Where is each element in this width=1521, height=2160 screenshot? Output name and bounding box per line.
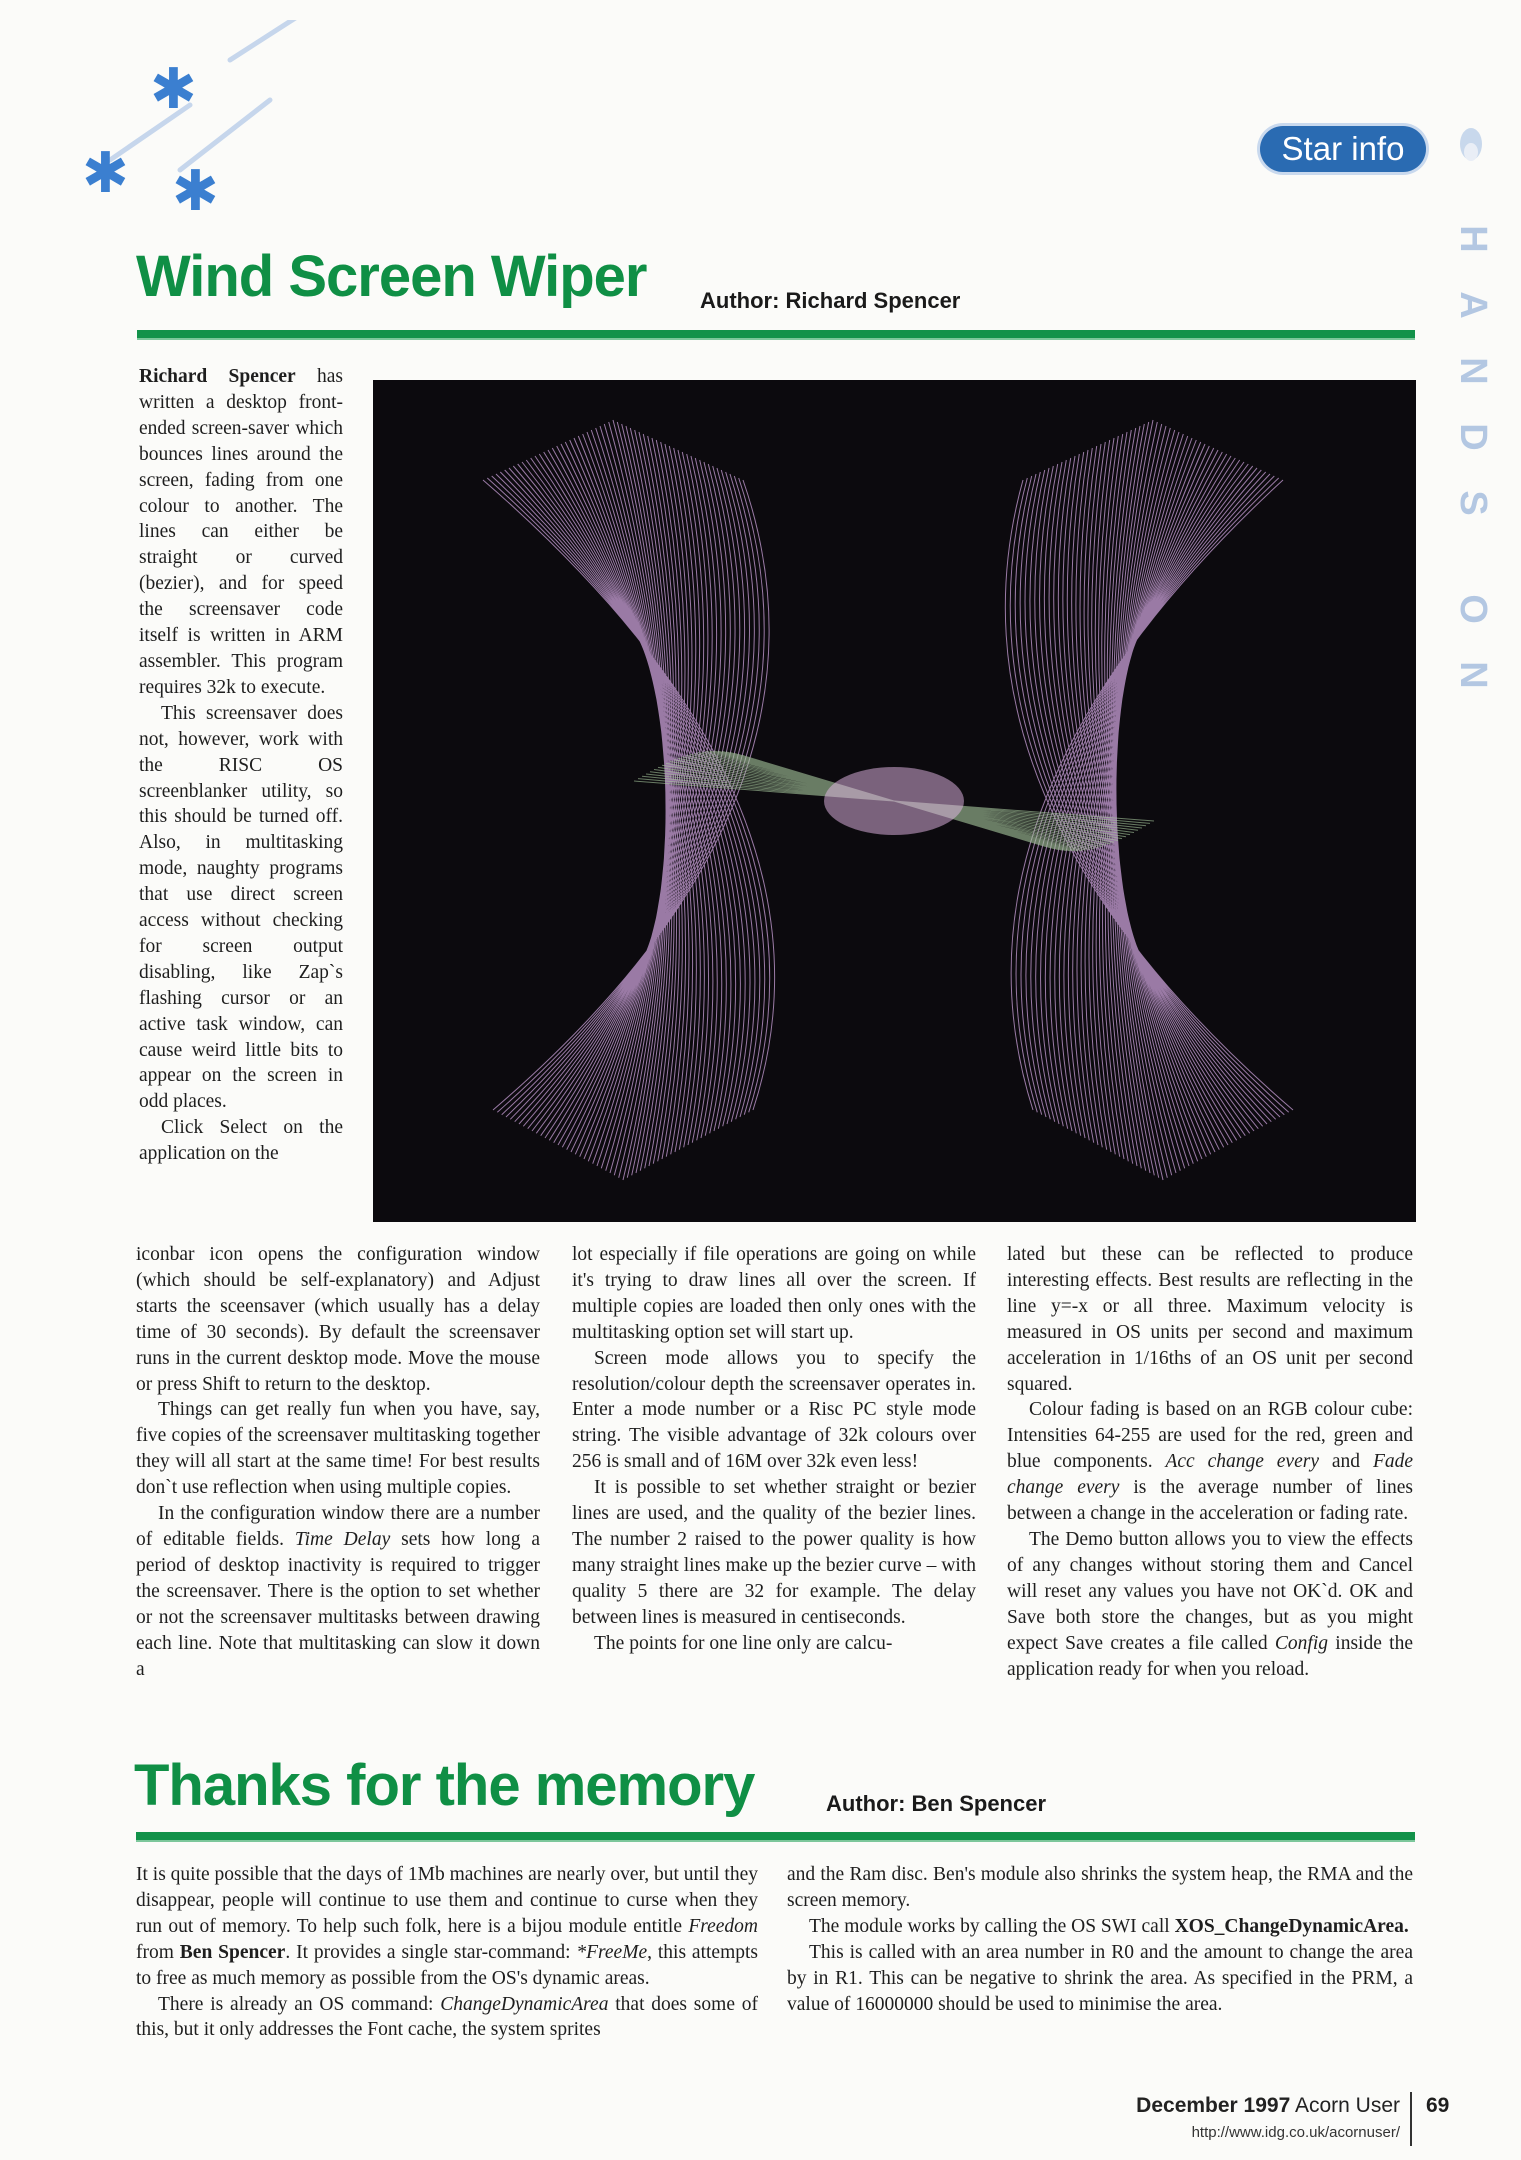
- paragraph-text: from: [136, 1941, 180, 1963]
- star-streak-icon: [110, 20, 300, 170]
- paragraph: This is called with an area number in R0 and the amount to change the area by in R1. This can be negative to shrink the area. As specified in the PRM, a value of 16000000 should be used to minimise the area.: [787, 1941, 1413, 2015]
- side-tab-letter: H: [1452, 225, 1494, 253]
- paragraph-text: inside the application ready for when you reload.: [1007, 1632, 1413, 1680]
- paragraph: [1007, 1527, 1413, 1682]
- paragraph-text: . It provides a single star-command:: [285, 1941, 577, 1963]
- paragraph: [1007, 1397, 1413, 1527]
- command-name: ChangeDynamicArea: [440, 1993, 609, 2015]
- paragraph: iconbar icon opens the configuration window (which should be self-explanatory) and Adjust starts the sceensaver (which usually has a delay time of 30 seconds). By default the screensaver runs in the current desktop mode. Move the mouse or press Shift to return to the desktop.: [136, 1244, 540, 1395]
- paragraph-text: and: [1319, 1451, 1373, 1473]
- command-name: *FreeMe: [576, 1941, 648, 1963]
- author-name: Ben Spencer: [179, 1941, 286, 1963]
- decorative-stars: [70, 20, 310, 210]
- paragraph-text: is the average number of lines between a change in the acceleration or fading rate.: [1007, 1477, 1413, 1525]
- paragraph: [139, 364, 343, 701]
- side-tab-letter: N: [1452, 661, 1494, 689]
- paragraph: [136, 1992, 758, 2044]
- paragraph: [136, 1501, 540, 1682]
- article-column-1-bottom: [136, 1242, 540, 1682]
- lead-name: Richard Spencer: [139, 366, 296, 387]
- paragraph: This screensaver does not, however, work with the RISC OS screenblanker utility, so this should be turned off. Also, in multitasking mode, naughty programs that use direct screen access without checking for screen output disabling, like Zap`s flashing cursor or an active task window, can cause weird little bits to appear on the screen in odd places.: [139, 702, 343, 1113]
- article-title: Wind Screen Wiper: [136, 244, 647, 309]
- paragraph: It is possible to set whether straight or bezier lines are used, and the quality of the bezier lines. The number 2 raised to the power quality is how many straight lines make up the bezier curve – with quality 5 there are 32 for example. The delay between lines is measured in centiseconds.: [572, 1477, 976, 1628]
- field-name: Acc change every: [1165, 1451, 1319, 1473]
- star-icon: ✱: [82, 141, 129, 206]
- side-tab-letter: A: [1452, 291, 1494, 319]
- article-column-2: [572, 1242, 976, 1657]
- field-name: Fade change every: [1007, 1451, 1414, 1499]
- paragraph-text: The Demo button allows you to view the effects of any changes without storing them and Cancel will reset any values you have not OK`d. OK and Save both store the changes, but as you might expect Save creates a file called: [1007, 1528, 1413, 1654]
- paragraph: lated but these can be reflected to produce interesting effects. Best results are reflecting in the line y=-x or all three. Maximum velocity is measured in OS units per second and maximum acceleration in 1/16ths of an OS unit per second squared.: [1007, 1244, 1413, 1395]
- section-rule: [137, 330, 1415, 340]
- swi-name: XOS_ChangeDynamicArea.: [1174, 1915, 1409, 1937]
- side-tab-letter: N: [1452, 357, 1494, 385]
- footer-issue: [1100, 2094, 1400, 2118]
- paragraph-text: Colour fading is based on an RGB colour cube: Intensities 64-255 are used for the red, green and blue components.: [1007, 1399, 1413, 1473]
- article-column-1-top: [139, 364, 343, 1167]
- paragraph-text: It is quite possible that the days of 1Mb machines are nearly over, but until they disappear, people will continue to use them and continue to curse when they run out of memory. To help such folk, here is a bijou module entitle: [136, 1864, 758, 1937]
- screensaver-screenshot: [373, 380, 1416, 1222]
- section-rule: [136, 1832, 1415, 1842]
- paragraph-text: that does some of this, but it only addresses the Font cache, the system sprites: [136, 1993, 759, 2041]
- paragraph-text: The module works by calling the OS SWI call: [809, 1915, 1175, 1937]
- star-icon: ✱: [150, 57, 197, 122]
- paragraph-text: In the configuration window there are a number of editable fields.: [136, 1503, 540, 1550]
- side-tab-letter: S: [1452, 490, 1494, 516]
- screensaver-lines: [483, 420, 1293, 1180]
- issue-date: December 1997: [1136, 2094, 1291, 2117]
- paragraph-text: , this attempts to free as much memory as possible from the OS's dynamic areas.: [136, 1941, 759, 1989]
- file-name: Config: [1274, 1632, 1328, 1654]
- side-tab-letter: D: [1452, 423, 1494, 451]
- article2-column-2: [787, 1862, 1413, 2017]
- paragraph-text: There is already an OS command:: [158, 1993, 441, 2015]
- paragraph: [787, 1914, 1413, 1940]
- side-tab-letter: O: [1452, 594, 1494, 624]
- article2-column-1: [136, 1862, 758, 2043]
- article-title: Thanks for the memory: [134, 1753, 755, 1818]
- page-number: 69: [1426, 2094, 1450, 2117]
- paragraph: Things can get really fun when you have, say, five copies of the screensaver multitasking together they will all start at the same time! For best results don`t use reflection when using multiple copies.: [136, 1399, 540, 1499]
- paragraph: lot especially if file operations are going on while it's trying to draw lines all over the screen. If multiple copies are loaded then only ones with the multitasking option set will start up.: [572, 1244, 976, 1343]
- footer-divider: [1410, 2092, 1412, 2146]
- center-glow: [824, 767, 964, 835]
- paragraph: and the Ram disc. Ben's module also shrinks the system heap, the RMA and the screen memory.: [787, 1864, 1413, 1911]
- paragraph-text: has written a desktop front-ended screen-saver which bounces lines around the screen, fading from one colour to another. The lines can either be straight or curved (bezier), and for speed the screensaver code itself is written in ARM assembler. This program requires 32k to execute.: [139, 366, 343, 698]
- paragraph: Click Select on the application on the: [139, 1117, 343, 1165]
- article-column-3: [1007, 1242, 1413, 1682]
- module-name: Freedom: [688, 1915, 758, 1937]
- star-info-badge: Star info: [1260, 126, 1426, 172]
- footer-url: http://www.idg.co.uk/acornuser/: [1191, 2124, 1400, 2141]
- drop-icon: [1458, 126, 1484, 170]
- hands-on-side-tab: [1448, 206, 1498, 708]
- article-author: Author: Ben Spencer: [826, 1791, 1047, 1816]
- paragraph: The points for one line only are calcu-: [594, 1632, 893, 1654]
- paragraph: Screen mode allows you to specify the resolution/colour depth the screensaver operates in. Enter a mode number or a Risc PC style mode string. The visible advantage of 32k colours over 256 is small and of 16M over 32k even less!: [572, 1347, 976, 1473]
- magazine-name: Acorn User: [1294, 2094, 1400, 2117]
- paragraph-text: sets how long a period of desktop inactivity is required to trigger the screensaver. There is the option to set whether or not the screensaver multitasks between drawing each line. Note that multitasking can slow it down a: [136, 1528, 540, 1680]
- paragraph: [136, 1862, 758, 1992]
- article-author: Author: Richard Spencer: [700, 288, 961, 313]
- field-name: Time Delay: [294, 1528, 391, 1550]
- star-icon: ✱: [172, 159, 219, 210]
